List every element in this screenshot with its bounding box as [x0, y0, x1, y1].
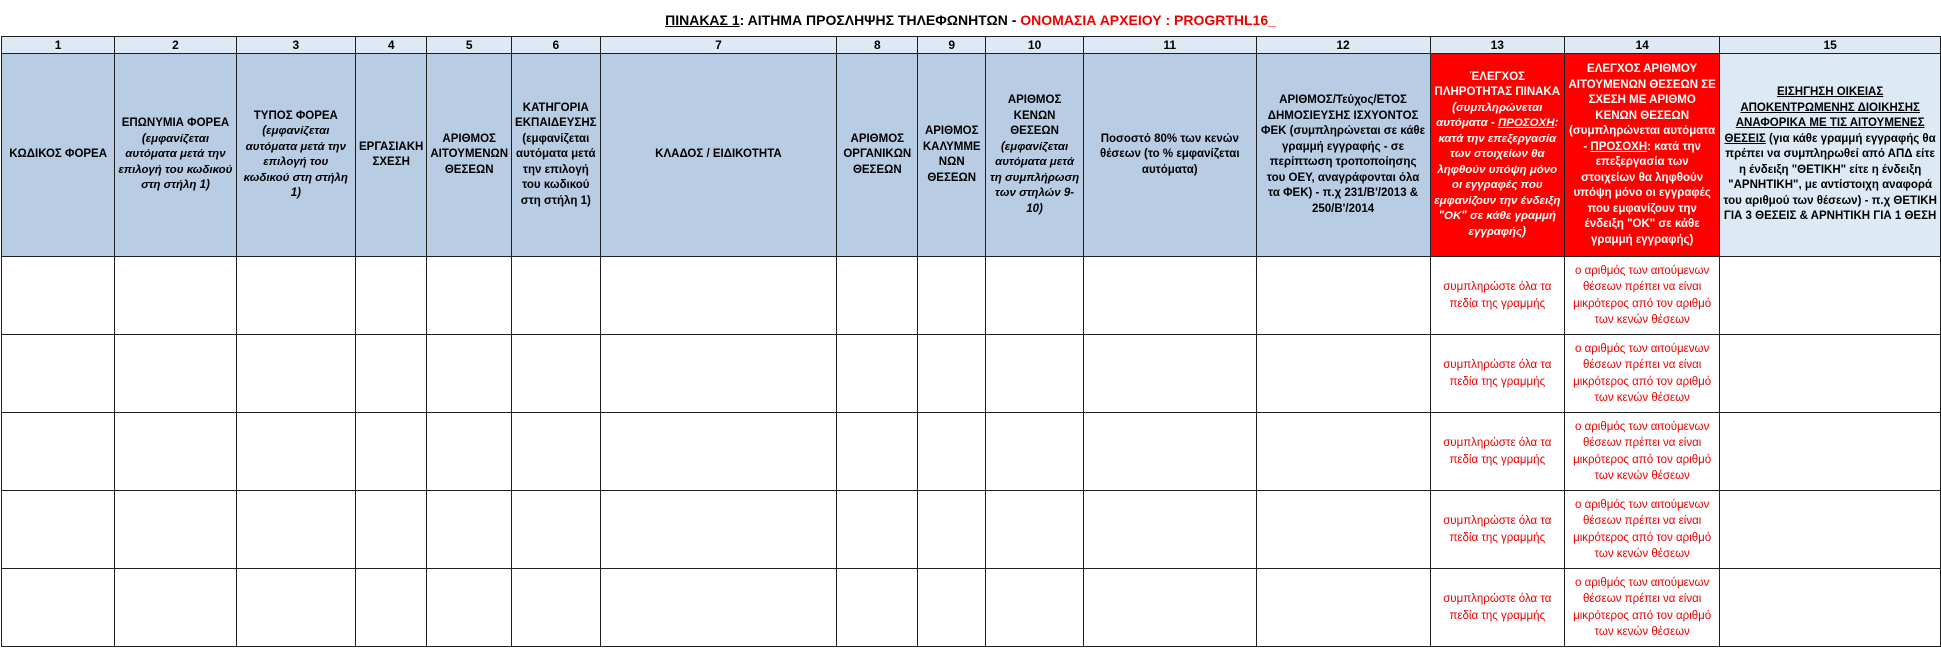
header-text: Ποσοστό 80% των κενών θέσεων (το % εμφανίζεται αυτόματα) — [1100, 132, 1240, 176]
column-number[interactable]: 14 — [1565, 37, 1720, 54]
cell-positions-check[interactable]: ο αριθμός των αιτούμενων θέσεων πρέπει να είναι μικρότερος από τον αριθμό των κενών θέσεων — [1565, 335, 1720, 413]
header-vacancy-percentage[interactable] — [1083, 54, 1256, 257]
header-note: (συμπληρώνεται αυτόματα - — [1436, 101, 1543, 130]
header-text: ΚΑΤΗΓΟΡΙΑ ΕΚΠΑΙΔΕΥΣΗΣ (εμφανίζεται αυτόματα μετά την επιλογή του κωδικού στη στήλη 1) — [515, 101, 597, 207]
column-number[interactable]: 1 — [2, 37, 115, 54]
cell-vacant-positions[interactable] — [986, 569, 1084, 647]
cell-employment-relation[interactable] — [356, 491, 427, 569]
cell-vacant-positions[interactable] — [986, 335, 1084, 413]
cell-requested-positions[interactable] — [427, 569, 512, 647]
header-vacant-positions[interactable] — [986, 54, 1084, 257]
cell-employment-relation[interactable] — [356, 569, 427, 647]
header-note: (συμπληρώνεται αυτόματα - — [1569, 125, 1716, 153]
cell-vacant-positions[interactable] — [986, 257, 1084, 335]
cell-positions-check[interactable]: ο αριθμός των αιτούμενων θέσεων πρέπει να είναι μικρότερος από τον αριθμό των κενών θέσεων — [1565, 257, 1720, 335]
cell-filled-positions[interactable] — [918, 413, 986, 491]
header-positions-check[interactable] — [1565, 54, 1720, 257]
header-note: (εμφανίζεται αυτόματα μετά την επιλογή του κωδικού στη στήλη 1) — [118, 132, 233, 192]
header-agency-name[interactable] — [115, 54, 236, 257]
request-table — [1, 36, 1941, 647]
cell-completeness-check[interactable]: συμπληρώστε όλα τα πεδία της γραμμής — [1430, 413, 1564, 491]
cell-requested-positions[interactable] — [427, 413, 512, 491]
cell-gazette-reference[interactable] — [1256, 335, 1430, 413]
cell-branch-specialty[interactable] — [600, 257, 837, 335]
cell-requested-positions[interactable] — [427, 335, 512, 413]
header-text: ΤΥΠΟΣ ΦΟΡΕΑ — [253, 109, 338, 122]
cell-agency-code[interactable] — [2, 257, 115, 335]
header-text: ΚΩΔΙΚΟΣ ΦΟΡΕΑ — [9, 148, 108, 161]
column-number[interactable]: 9 — [918, 37, 986, 54]
column-number[interactable]: 6 — [512, 37, 600, 54]
cell-education-category[interactable] — [512, 491, 600, 569]
cell-education-category[interactable] — [512, 413, 600, 491]
table-row — [2, 413, 1941, 491]
cell-positions-check[interactable]: ο αριθμός των αιτούμενων θέσεων πρέπει να είναι μικρότερος από τον αριθμό των κενών θέσεων — [1565, 569, 1720, 647]
cell-organic-positions[interactable] — [837, 491, 918, 569]
cell-agency-name[interactable] — [115, 335, 236, 413]
header-text: ΚΛΑΔΟΣ / ΕΙΔΙΚΟΤΗΤΑ — [655, 148, 782, 161]
table-row — [2, 491, 1941, 569]
cell-vacant-positions[interactable] — [986, 413, 1084, 491]
cell-filled-positions[interactable] — [918, 491, 986, 569]
cell-completeness-check[interactable]: συμπληρώστε όλα τα πεδία της γραμμής — [1430, 491, 1564, 569]
cell-administration-recommendation[interactable] — [1720, 257, 1941, 335]
warning-label: ΠΡΟΣΟΧΗ — [1590, 140, 1648, 153]
title-main: ΑΙΤΗΜΑ ΠΡΟΣΛΗΨΗΣ ΤΗΛΕΦΩΝΗΤΩΝ - — [744, 12, 1021, 28]
table-row — [2, 257, 1941, 335]
cell-completeness-check[interactable]: συμπληρώστε όλα τα πεδία της γραμμής — [1430, 257, 1564, 335]
cell-employment-relation[interactable] — [356, 335, 427, 413]
cell-agency-type[interactable] — [236, 413, 355, 491]
column-number[interactable]: 13 — [1430, 37, 1564, 54]
cell-agency-name[interactable] — [115, 413, 236, 491]
cell-agency-type[interactable] — [236, 257, 355, 335]
header-row — [2, 54, 1941, 257]
cell-gazette-reference[interactable] — [1256, 413, 1430, 491]
cell-filled-positions[interactable] — [918, 335, 986, 413]
column-number[interactable]: 7 — [600, 37, 837, 54]
header-requested-positions[interactable] — [427, 54, 512, 257]
cell-requested-positions[interactable] — [427, 491, 512, 569]
cell-filled-positions[interactable] — [918, 257, 986, 335]
header-text: ΑΡΙΘΜΟΣ ΟΡΓΑΝΙΚΩΝ ΘΕΣΕΩΝ — [843, 132, 912, 176]
cell-gazette-reference[interactable] — [1256, 569, 1430, 647]
header-organic-positions[interactable] — [837, 54, 918, 257]
header-note: (εμφανίζεται αυτόματα μετά την επιλογή του κωδικού στη στήλη 1) — [243, 125, 348, 199]
column-number[interactable]: 11 — [1083, 37, 1256, 54]
header-text: ΑΡΙΘΜΟΣ ΚΕΝΩΝ ΘΕΣΕΩΝ — [1007, 94, 1062, 137]
cell-employment-relation[interactable] — [356, 413, 427, 491]
header-text: ΈΛΕΓΧΟΣ ΠΛΗΡΟΤΗΤΑΣ ΠΙΝΑΚΑ — [1434, 70, 1561, 99]
table-number: ΠΙΝΑΚΑΣ 1 — [665, 12, 740, 28]
cell-completeness-check[interactable]: συμπληρώστε όλα τα πεδία της γραμμής — [1430, 569, 1564, 647]
table-row — [2, 335, 1941, 413]
header-note: (για κάθε γραμμή εγγραφής θα πρέπει να συμπληρωθεί από ΑΠΔ είτε η ένδειξη "ΘΕΤΙΚΗ" είτε η ένδειξη "ΑΡΝΗΤΙΚΗ", με αντίστοιχη αναφορά του αριθμού των θέσεων) - π.χ ΘΕΤΙΚΗ ΓΙΑ 3 ΘΕΣΕΙΣ & ΑΡΝΗΤΙΚΗ ΓΙΑ 1 ΘΕΣΗ — [1723, 132, 1937, 223]
header-completeness-check[interactable] — [1430, 54, 1564, 257]
cell-vacant-positions[interactable] — [986, 491, 1084, 569]
cell-agency-name[interactable] — [115, 257, 236, 335]
column-number[interactable]: 4 — [356, 37, 427, 54]
cell-administration-recommendation[interactable] — [1720, 569, 1941, 647]
header-text: ΑΡΙΘΜΟΣ ΑΙΤΟΥΜΕΝΩΝ ΘΕΣΕΩΝ — [430, 132, 509, 176]
cell-agency-code[interactable] — [2, 491, 115, 569]
cell-agency-name[interactable] — [115, 569, 236, 647]
cell-vacancy-percentage[interactable] — [1083, 569, 1256, 647]
cell-organic-positions[interactable] — [837, 257, 918, 335]
cell-education-category[interactable] — [512, 569, 600, 647]
file-name-label: ΟΝΟΜΑΣΙΑ ΑΡΧΕΙΟΥ : PROGRTHL16_ — [1020, 12, 1276, 28]
header-administration-recommendation[interactable] — [1720, 54, 1941, 257]
column-number[interactable]: 8 — [837, 37, 918, 54]
header-text: ΕΡΓΑΣΙΑΚΗ ΣΧΕΣΗ — [359, 140, 424, 168]
cell-agency-code[interactable] — [2, 413, 115, 491]
header-gazette-reference[interactable] — [1256, 54, 1430, 257]
cell-branch-specialty[interactable] — [600, 335, 837, 413]
cell-vacancy-percentage[interactable] — [1083, 413, 1256, 491]
column-number-row — [2, 37, 1941, 54]
cell-administration-recommendation[interactable] — [1720, 413, 1941, 491]
cell-agency-type[interactable] — [236, 491, 355, 569]
cell-filled-positions[interactable] — [918, 569, 986, 647]
warning-label: ΠΡΟΣΟΧΗ — [1497, 117, 1555, 130]
cell-positions-check[interactable]: ο αριθμός των αιτούμενων θέσεων πρέπει να είναι μικρότερος από τον αριθμό των κενών θέσεων — [1565, 491, 1720, 569]
header-text: ΕΛΕΓΧΟΣ ΑΡΙΘΜΟΥ ΑΙΤΟΥΜΕΝΩΝ ΘΕΣΕΩΝ ΣΕ ΣΧΕΣΗ ΜΕ ΑΡΙΘΜΟ ΚΕΝΩΝ ΘΕΣΕΩΝ — [1568, 63, 1716, 122]
header-employment-relation[interactable] — [356, 54, 427, 257]
header-filled-positions[interactable] — [918, 54, 986, 257]
cell-administration-recommendation[interactable] — [1720, 491, 1941, 569]
header-text: ΑΡΙΘΜΟΣ ΚΑΛΥΜΜΕ ΝΩΝ ΘΕΣΕΩΝ — [922, 125, 981, 184]
column-number[interactable]: 10 — [986, 37, 1084, 54]
column-number[interactable]: 2 — [115, 37, 236, 54]
page-title — [0, 8, 1941, 32]
cell-branch-specialty[interactable] — [600, 569, 837, 647]
cell-education-category[interactable] — [512, 335, 600, 413]
header-branch-specialty[interactable] — [600, 54, 837, 257]
cell-vacancy-percentage[interactable] — [1083, 257, 1256, 335]
column-number[interactable]: 5 — [427, 37, 512, 54]
header-text: ΑΡΙΘΜΟΣ/Τεύχος/ΕΤΟΣ ΔΗΜΟΣΙΕΥΣΗΣ ΙΣΧΥΟΝΤΟΣ ΦΕΚ (συμπληρώνεται σε κάθε γραμμή εγγραφής - σε περίπτωση τροποποίησης του ΟΕΥ, αναγράφονται όλα τα ΦΕΚ) - π.χ 231/Β'/2013 & 250/Β'/2014 — [1261, 94, 1426, 215]
table-row — [2, 569, 1941, 647]
column-number[interactable]: 3 — [236, 37, 355, 54]
cell-agency-code[interactable] — [2, 569, 115, 647]
header-note: (εμφανίζεται αυτόματα μετά τη συμπλήρωση των στηλών 9-10) — [990, 140, 1080, 215]
title-colon: : — [739, 12, 745, 28]
cell-employment-relation[interactable] — [356, 257, 427, 335]
cell-gazette-reference[interactable] — [1256, 257, 1430, 335]
header-agency-code[interactable] — [2, 54, 115, 257]
header-education-category[interactable] — [512, 54, 600, 257]
cell-agency-code[interactable] — [2, 335, 115, 413]
cell-completeness-check[interactable]: συμπληρώστε όλα τα πεδία της γραμμής — [1430, 335, 1564, 413]
cell-agency-type[interactable] — [236, 335, 355, 413]
column-number[interactable]: 15 — [1720, 37, 1941, 54]
cell-organic-positions[interactable] — [837, 335, 918, 413]
cell-education-category[interactable] — [512, 257, 600, 335]
header-note: : κατά την επεξεργασία των στοιχείων θα ληφθούν υπόψη μόνο οι εγγραφές που εμφανίζουν την ένδειξη "ΟΚ" σε κάθε γραμμή εγγραφής) — [1573, 140, 1711, 246]
cell-vacancy-percentage[interactable] — [1083, 491, 1256, 569]
cell-agency-type[interactable] — [236, 569, 355, 647]
column-number[interactable]: 12 — [1256, 37, 1430, 54]
cell-organic-positions[interactable] — [837, 413, 918, 491]
cell-vacancy-percentage[interactable] — [1083, 335, 1256, 413]
header-text: ΕΠΩΝΥΜΙΑ ΦΟΡΕΑ — [121, 117, 230, 130]
header-text: ΕΙΣΗΓΗΣΗ ΟΙΚΕΙΑΣ ΑΠΟΚΕΝΤΡΩΜΕΝΗΣ ΔΙΟΙΚΗΣΗΣ ΑΝΑΦΟΡΙΚΑ ΜΕ ΤΙΣ ΑΙΤΟΥΜΕΝΕΣ ΘΕΣΕΙΣ — [1724, 86, 1925, 145]
cell-agency-name[interactable] — [115, 491, 236, 569]
cell-branch-specialty[interactable] — [600, 413, 837, 491]
cell-positions-check[interactable]: ο αριθμός των αιτούμενων θέσεων πρέπει να είναι μικρότερος από τον αριθμό των κενών θέσεων — [1565, 413, 1720, 491]
header-note: : κατά την επεξεργασία των στοιχείων θα ληφθούν υπόψη μόνο οι εγγραφές που εμφανίζουν την ένδειξη "ΟΚ" σε κάθε γραμμή εγγραφής) — [1434, 117, 1561, 238]
header-agency-type[interactable] — [236, 54, 355, 257]
cell-branch-specialty[interactable] — [600, 491, 837, 569]
cell-administration-recommendation[interactable] — [1720, 335, 1941, 413]
cell-gazette-reference[interactable] — [1256, 491, 1430, 569]
cell-requested-positions[interactable] — [427, 257, 512, 335]
cell-organic-positions[interactable] — [837, 569, 918, 647]
